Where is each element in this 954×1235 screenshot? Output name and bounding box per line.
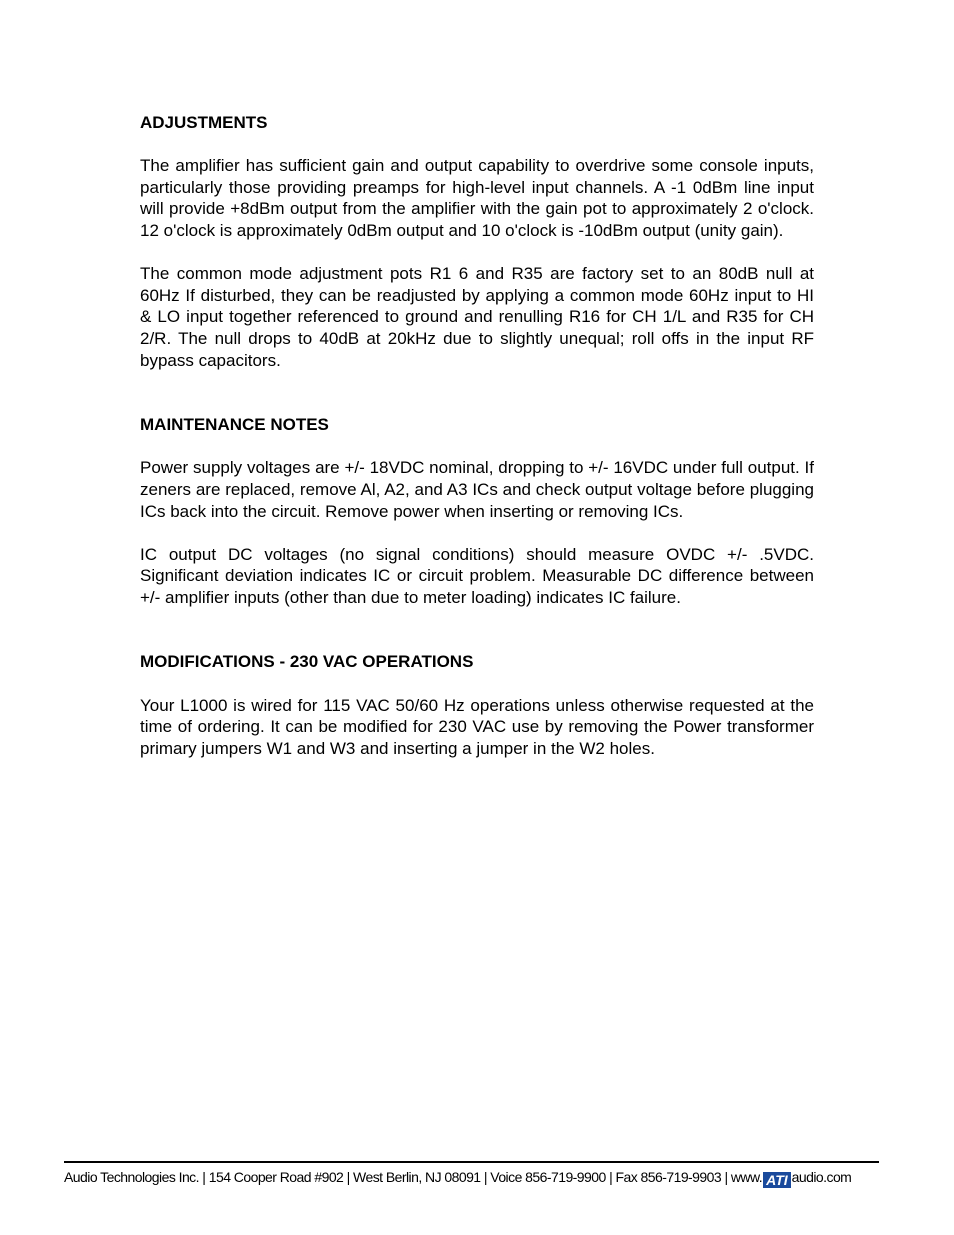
paragraph: The common mode adjustment pots R1 6 and R35 are factory set to an 80dB null at 60Hz If disturbed, they can be readjusted by applying a common mode 60Hz input to HI & LO input together referenced to ground and renulling R16 for CH 1/L and R35 for CH 2/R. The null drops to 40dB at 20kHz due to slightly unequal; roll offs in the input RF bypass capacitors. — [140, 264, 814, 370]
paragraph: Power supply voltages are +/- 18VDC nominal, dropping to +/- 16VDC under full output. If zeners are replaced, remove Al, A2, and A3 ICs and check output voltage before plugging ICs back into the circuit. Remove power when inserting or removing ICs. — [140, 458, 814, 521]
section-heading: ADJUSTMENTS — [140, 113, 268, 132]
ati-logo: ATI — [763, 1172, 791, 1188]
paragraph: Your L1000 is wired for 115 VAC 50/60 Hz operations unless otherwise requested at the time of ordering. It can be modified for 230 VAC use by removing the Power transformer primary jumpers W1 and W3 and inserting a jumper in the W2 holes. — [140, 695, 814, 758]
section-modifications — [140, 651, 814, 759]
paragraph: IC output DC voltages (no signal conditions) should measure OVDC +/- .5VDC. Significant deviation indicates IC or circuit problem. Measurable DC difference between +/- amplifier inputs (other than due to meter loading) indicates IC failure. — [140, 544, 814, 607]
page-footer — [64, 1167, 904, 1188]
section-adjustments — [140, 112, 814, 371]
footer-domain-suffix: audio.com — [791, 1169, 852, 1185]
paragraph: The amplifier has sufficient gain and output capability to overdrive some console inputs, particularly those providing preamps for high-level input channels. A -1 0dBm line input will provide +8dBm output from the amplifier with the gain pot to approximately 2 o'clock. 12 o'clock is approximately 0dBm output and 10 o'clock is -10dBm output (unity gain). — [140, 156, 814, 240]
section-heading: MAINTENANCE NOTES — [140, 415, 329, 435]
section-maintenance-notes — [140, 414, 814, 608]
section-heading: MODIFICATIONS - 230 VAC OPERATIONS — [140, 652, 474, 672]
document-body — [140, 112, 814, 781]
footer-text: Audio Technologies Inc. | 154 Cooper Road #902 | West Berlin, NJ 08091 | Voice 856-719-9900 | Fax 856-719-9903 | www. — [64, 1169, 763, 1185]
footer-divider — [64, 1161, 879, 1163]
